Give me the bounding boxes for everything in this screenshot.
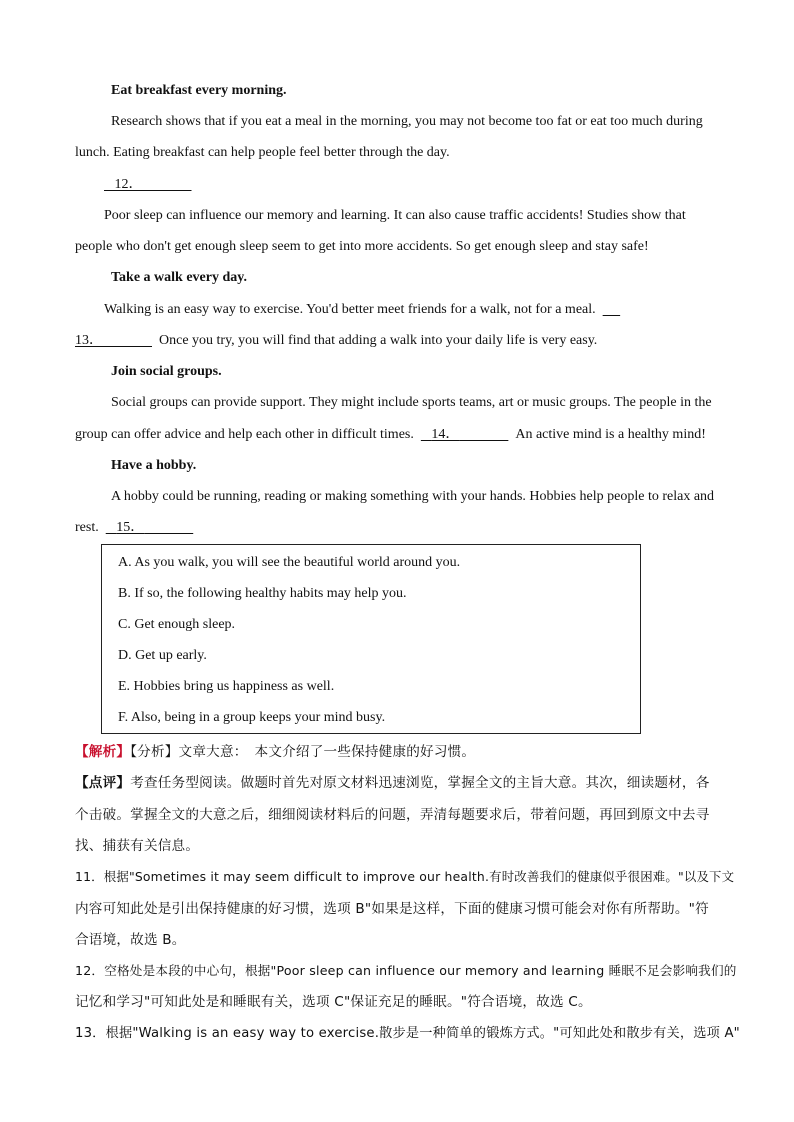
jiexi-tag: 【解析】 bbox=[75, 744, 131, 760]
blank-15: 15． bbox=[116, 520, 145, 535]
answer-11-line: 内容可知此处是引出保持健康的好习惯，选项 B"如果是这样，下面的健康习惯可能会对你有所帮助。"符 bbox=[75, 901, 709, 917]
paragraph-line: lunch. Eating breakfast can help people feel better through the day. bbox=[75, 145, 450, 160]
option-d: D. Get up early. bbox=[118, 648, 207, 663]
heading-hobby: Have a hobby. bbox=[111, 458, 197, 473]
answer-13-line: 13．根据"Walking is an easy way to exercise.散步是一种简单的锻炼方式。"可知此处和散步有关，选项 A" bbox=[75, 1026, 740, 1041]
paragraph-line: group can offer advice and help each other in difficult times. 14． An active mind is a healthy mind! bbox=[75, 427, 706, 442]
dianping-line: 个击破。掌握全文的大意之后，细细阅读材料后的问题，弄清每题要求后，带着问题，再回到原文中去寻 bbox=[75, 807, 710, 823]
paragraph-line: A hobby could be running, reading or making something with your hands. Hobbies help people to relax and bbox=[111, 489, 715, 504]
heading-breakfast: Eat breakfast every morning. bbox=[111, 83, 287, 98]
answer-11-line: 11．根据"Sometimes it may seem difficult to improve our health.有时改善我们的健康似乎很困难。"以及下文 bbox=[75, 869, 735, 884]
dianping-tag: 【点评】 bbox=[75, 775, 131, 791]
paragraph-line: Social groups can provide support. They might include sports teams, art or music groups. The people in the bbox=[111, 395, 712, 410]
answer-12-line: 12．空格处是本段的中心句，根据"Poor sleep can influence our memory and learning 睡眠不足会影响我们的 bbox=[75, 963, 737, 978]
paragraph-line: Research shows that if you eat a meal in the morning, you may not become too fat or eat too much during bbox=[111, 114, 703, 129]
answer-12-line: 记忆和学习"可知此处是和睡眠有关，选项 C"保证充足的睡眠。"符合语境，故选 C。 bbox=[75, 994, 592, 1010]
paragraph-line: Walking is an easy way to exercise. You'd better meet friends for a walk, not for a meal. bbox=[104, 302, 596, 317]
option-e: E. Hobbies bring us happiness as well. bbox=[118, 679, 335, 694]
option-a: A. As you walk, you will see the beautiful world around you. bbox=[118, 555, 461, 570]
option-f: F. Also, being in a group keeps your mind busy. bbox=[118, 710, 386, 725]
option-b: B. If so, the following healthy habits may help you. bbox=[118, 586, 407, 601]
analysis-summary: 【解析】【分析】文章大意： 本文介绍了一些保持健康的好习惯。 bbox=[75, 744, 476, 760]
paragraph-line: rest. 15． bbox=[75, 519, 193, 537]
dianping-line: 【点评】考查任务型阅读。做题时首先对原文材料迅速浏览，掌握全文的主旨大意。其次，细读题材，各 bbox=[75, 775, 710, 791]
answer-11-line: 合语境，故选 B。 bbox=[75, 932, 186, 948]
paragraph-line: 13． Once you try, you will find that adding a walk into your daily life is very easy. bbox=[75, 333, 598, 348]
blank-12: 12． bbox=[114, 177, 143, 192]
paragraph-line: Poor sleep can influence our memory and learning. It can also cause traffic accidents! Studies show that bbox=[104, 208, 686, 223]
heading-walk: Take a walk every day. bbox=[111, 270, 247, 285]
option-c: C. Get enough sleep. bbox=[118, 617, 236, 632]
options-box bbox=[101, 544, 641, 734]
dianping-line: 找、捕获有关信息。 bbox=[75, 838, 200, 854]
blank-13: 13． bbox=[75, 333, 103, 348]
paragraph-line: people who don't get enough sleep seem to get into more accidents. So get enough sleep and stay safe! bbox=[75, 239, 649, 254]
heading-groups: Join social groups. bbox=[111, 364, 222, 379]
blank-14: 14． bbox=[431, 427, 460, 442]
